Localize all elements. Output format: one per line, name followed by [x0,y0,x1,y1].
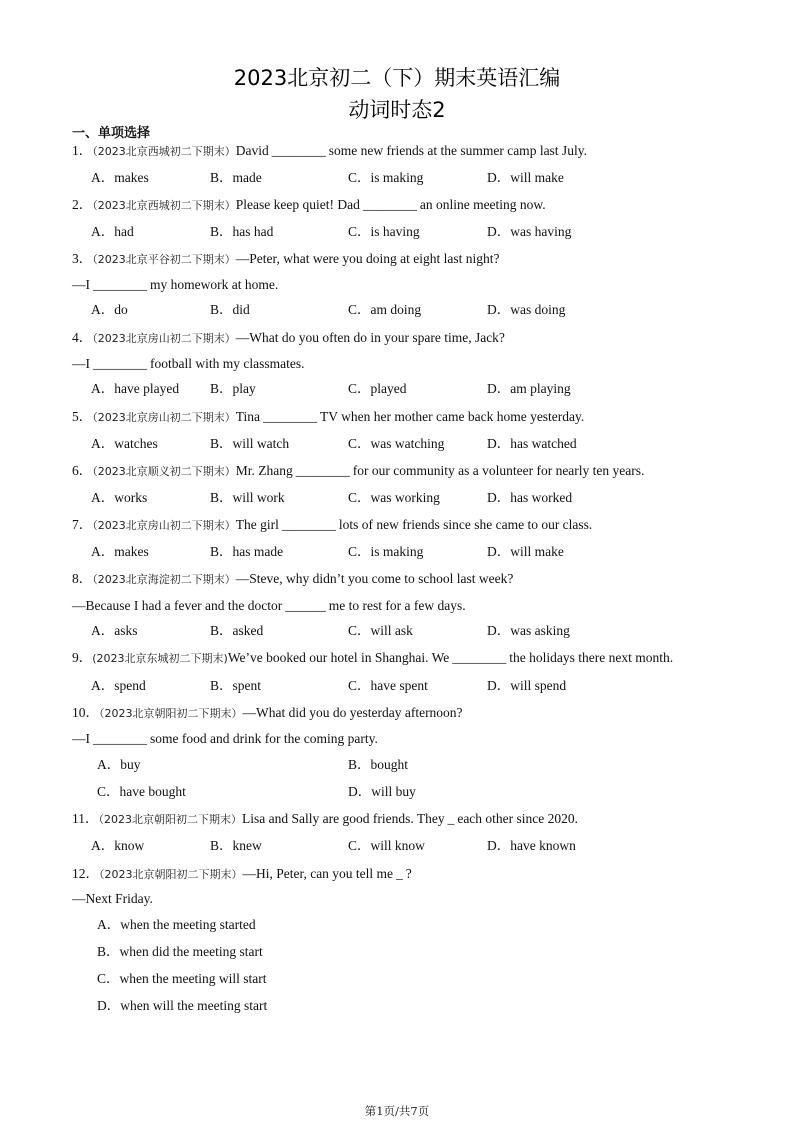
dialogue-text-after: some food and drink for the coming party. [150,731,378,746]
question-stem [72,650,673,667]
answer-option[interactable]: A．buy [97,757,141,772]
question-source: （2023北京西城初二下期末） [92,145,236,158]
answer-option[interactable]: D．will spend [487,678,567,693]
answer-blank[interactable]: ________ [263,409,318,424]
answer-option[interactable]: D．has watched [487,436,577,451]
question-number: 12． [72,866,99,881]
question-number: 11． [72,811,99,826]
question-source: （2023北京西城初二下期末） [92,199,236,212]
answer-blank[interactable]: _ [396,866,403,881]
question-number: 7． [72,517,93,532]
answer-option[interactable]: A．watches [91,436,158,451]
answer-option[interactable]: C．have spent [348,678,428,693]
dialogue-text: —Next Friday. [72,891,153,906]
question-number: 8． [72,571,93,586]
document-subtitle: 动词时态2 [348,98,446,122]
question-number: 9． [72,650,93,665]
answer-option[interactable]: C．is making [348,544,424,559]
question-dialogue-line [72,277,278,293]
dialogue-text-after: football with my classmates. [150,356,305,371]
question-source: （2023北京顺义初二下期末） [92,465,236,478]
answer-option[interactable]: A．asks [91,623,138,638]
answer-option[interactable]: A．do [91,302,128,317]
question-text: We’ve booked our hotel in Shanghai. We [227,650,450,665]
question-stem [72,517,592,534]
answer-option[interactable]: A．makes [91,170,149,185]
question-stem [72,143,587,160]
answer-option[interactable]: D．will buy [348,784,416,799]
answer-blank[interactable]: _ [447,811,455,826]
question-dialogue-line [72,731,378,747]
question-text: Lisa and Sally are good friends. They [242,811,445,826]
answer-option[interactable]: B．spent [210,678,262,693]
answer-option[interactable]: C．is making [348,170,424,185]
question-stem [72,811,578,828]
answer-option[interactable]: D．will make [487,544,564,559]
question-stem [72,251,500,268]
answer-option[interactable]: B．did [210,302,250,317]
document-title: 2023北京初二（下）期末英语汇编 [233,66,561,90]
question-text: Please keep quiet! Dad [235,197,360,212]
question-stem [72,409,584,426]
answer-option[interactable]: A．had [91,224,134,239]
question-text: The girl [235,517,279,532]
answer-option[interactable]: B．made [210,170,262,185]
answer-option[interactable]: B．when did the meeting start [97,944,263,959]
answer-blank[interactable]: ________ [271,143,326,158]
answer-blank[interactable]: ________ [295,463,350,478]
answer-option[interactable]: B．knew [210,838,262,853]
question-text-after: ? [405,866,412,881]
answer-option[interactable]: B．asked [210,623,264,638]
question-stem [72,705,463,722]
question-number: 3． [72,251,93,266]
question-number: 1． [72,143,93,158]
answer-blank[interactable]: ________ [93,731,147,746]
question-text: —What did you do yesterday afternoon? [242,705,463,720]
answer-option[interactable]: B．has made [210,544,284,559]
answer-option[interactable]: C．will know [348,838,425,853]
question-source: （2023北京房山初二下期末） [92,332,236,345]
question-text: Tina [235,409,261,424]
question-source: （2023北京平谷初二下期末） [92,253,236,266]
answer-blank[interactable]: ________ [362,197,417,212]
question-stem [72,866,412,883]
answer-option[interactable]: D．has worked [487,490,573,505]
dialogue-text-after: me to rest for a few days. [328,598,466,613]
answer-option[interactable]: A．know [91,838,145,853]
answer-option[interactable]: A．works [91,490,148,505]
question-source: （2023北京海淀初二下期末） [92,573,236,586]
answer-blank[interactable]: ________ [93,277,147,292]
answer-option[interactable]: D．was having [487,224,572,239]
question-text: —Steve, why didn’t you come to school last week? [235,571,514,586]
answer-blank[interactable]: ________ [281,517,336,532]
answer-option[interactable]: C．played [348,381,407,396]
question-source: （2023北京朝阳初二下期末） [98,813,242,826]
answer-blank[interactable]: ______ [285,598,326,613]
answer-option[interactable]: B．will work [210,490,285,505]
question-text: —Peter, what were you doing at eight last night? [235,251,500,266]
answer-option[interactable]: C．have bought [97,784,186,799]
answer-option[interactable]: D．when will the meeting start [97,998,268,1013]
answer-blank[interactable]: ________ [93,356,147,371]
question-dialogue-line [72,356,304,372]
answer-option[interactable]: C．was working [348,490,440,505]
answer-option[interactable]: A．spend [91,678,146,693]
section-heading: 一、单项选择 [72,126,151,141]
answer-option[interactable]: B．has had [210,224,274,239]
answer-option[interactable]: A．have played [91,381,180,396]
answer-option[interactable]: D．was doing [487,302,566,317]
dialogue-text: —Because I had a fever and the doctor [72,598,283,613]
dialogue-text: —I [72,731,90,746]
question-number: 4． [72,330,93,345]
question-stem [72,463,644,480]
question-text-after: an online meeting now. [419,197,546,212]
question-number: 2． [72,197,93,212]
dialogue-text-after: my homework at home. [150,277,279,292]
dialogue-text: —I [72,356,90,371]
answer-option[interactable]: D．was asking [487,623,570,638]
answer-option[interactable]: A．makes [91,544,149,559]
question-text: David [235,143,269,158]
answer-option[interactable]: C．was watching [348,436,445,451]
question-number: 10． [72,705,99,720]
question-source: （2023北京房山初二下期末） [92,519,236,532]
answer-option[interactable]: D．will make [487,170,564,185]
question-number: 5． [72,409,93,424]
question-text-after: each other since 2020. [457,811,579,826]
answer-option[interactable]: C．when the meeting will start [97,971,267,986]
question-source: （2023北京朝阳初二下期末） [99,868,243,881]
question-text: —Hi, Peter, can you tell me [242,866,394,881]
question-text-after: some new friends at the summer camp last July. [328,143,587,158]
answer-blank[interactable]: ________ [452,650,507,665]
question-stem [72,197,546,214]
question-stem [72,330,505,347]
question-stem [72,571,513,588]
answer-option[interactable]: C．am doing [348,302,422,317]
answer-option[interactable]: C．will ask [348,623,413,638]
question-number: 6． [72,463,93,478]
answer-option[interactable]: B．play [210,381,256,396]
question-dialogue-line [72,598,466,614]
page-number: 第1页/共7页 [364,1104,430,1118]
question-source: （2023北京房山初二下期末） [92,411,236,424]
answer-option[interactable]: D．have known [487,838,576,853]
answer-option[interactable]: D．am playing [487,381,571,396]
question-text-after: lots of new friends since she came to our class. [338,517,593,532]
question-text-after: the holidays there next month. [509,650,674,665]
answer-option[interactable]: A．when the meeting started [97,917,256,932]
answer-option[interactable]: C．is having [348,224,420,239]
answer-option[interactable]: B．bought [348,757,409,772]
question-text: —What do you often do in your spare time, Jack? [235,330,505,345]
answer-option[interactable]: B．will watch [210,436,290,451]
question-text-after: TV when her mother came back home yesterday. [320,409,585,424]
dialogue-text: —I [72,277,90,292]
question-text: Mr. Zhang [235,463,293,478]
question-text-after: for our community as a volunteer for nearly ten years. [352,463,645,478]
question-source: (2023北京东城初二下期末) [92,652,228,665]
question-source: （2023北京朝阳初二下期末） [99,707,243,720]
question-dialogue-line [72,891,153,907]
